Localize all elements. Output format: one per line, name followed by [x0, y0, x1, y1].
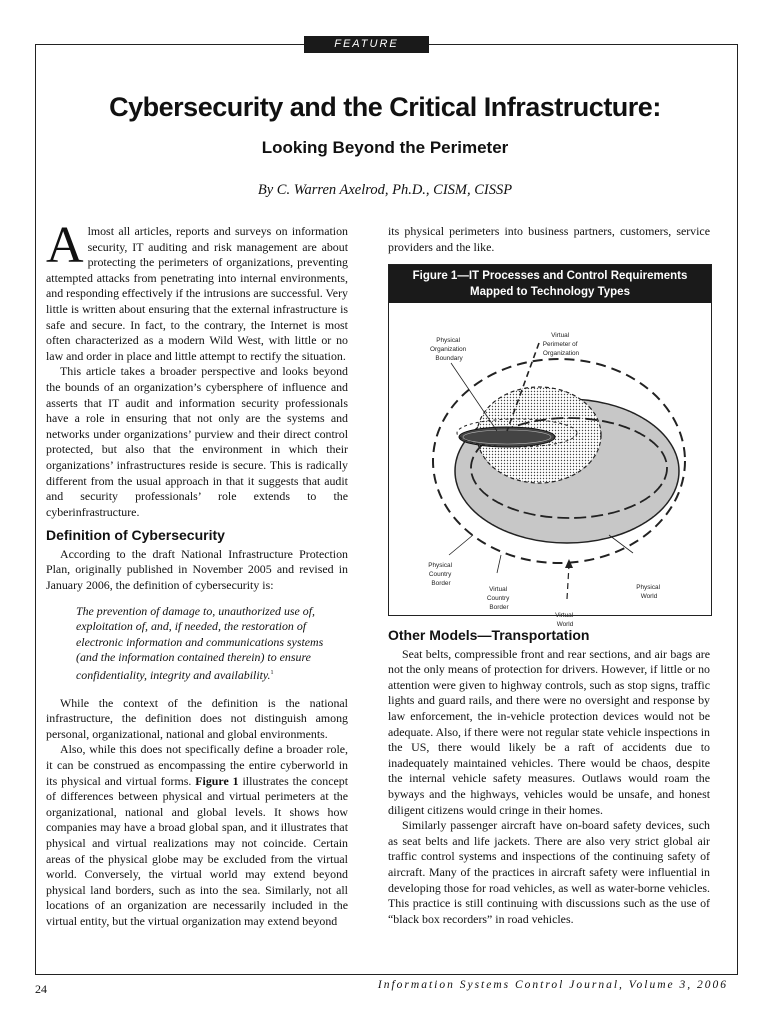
paragraph: Seat belts, compressible front and rear sections, and air bags are not the only means of protection for drivers. However, if little or no attention were given to highway controls, such as stop signs, traffic lights and guard rails, and there were no oversight and response by law enforcement, the in-vehicle protection devices would not be adequate. Also, if there were not regular state vehicle inspections in the US, there would likely be a raft of accidents due to inadequately maintained vehicles. There would be chaos, despite the internal vehicle safety measures. Outlaws would roam the byways and the highways, vehicles would be unsafe, and honest diligent citizens would cringe in their homes.	[388, 646, 710, 817]
section-heading: Definition of Cybersecurity	[46, 527, 225, 544]
right-column-top	[388, 224, 710, 255]
paragraph: Also, while this does not specifically define a broader role, it can be construed as encompassing the entire cyberworld in its physical and virtual forms. Figure 1 illustrates the concept of differences between physical and virtual perimeters at the organizational, national and global levels. It shows how companies may have a broad global span, and it illustrates that physical and virtual realizations may not coincide. Certain areas of the physical globe may be excluded from the virtual world. Conversely, the virtual world may extend beyond physical land borders, such as into the sea. Similarly, not all locations of an organization are necessarily included in the virtual entity, but the virtual organization may extend beyond	[46, 742, 349, 928]
right-column-bottom	[388, 628, 710, 927]
section-heading: Other Models—Transportation	[388, 627, 590, 643]
left-column	[46, 217, 349, 930]
label-virtual-country-border: Virtual Country Border	[486, 586, 510, 611]
drop-cap: A	[46, 217, 84, 274]
page-number: 24	[35, 982, 47, 996]
paragraph: Similarly passenger aircraft have on-board safety devices, such as seat belts and life jackets. There are also very strict global air traffic control systems and inspections of the continuing safety of aircraft. Many of the practices in aircraft safety were influential in developing those for road vehicles, as well as water-borne vehicles. This practice is still continuing with discussions such as the use of “black box recorders” in road vehicles.	[388, 818, 710, 926]
section-tag: FEATURE	[304, 36, 429, 53]
footnote-ref: 1	[270, 670, 274, 677]
intro-paragraph: Almost all articles, reports and surveys on information security, IT auditing and risk management are about protecting the perimeters of organizations, preventing attempted attacks from penetrating into internal environments, and responding effectively if the intrusions are successful. Very little is written about ensuring that the external infrastructure is safe and secure. In fact, to the contrary, the Internet is most often characterized as a modern Wild West, with little or no law and order in place and little attempt to rectify the situation.	[46, 217, 348, 363]
article-title: Cybersecurity and the Critical Infrastructure:	[109, 92, 661, 122]
article-subtitle: Looking Beyond the Perimeter	[261, 138, 509, 157]
journal-footer: Information Systems Control Journal, Volume 3, 2006	[377, 979, 728, 991]
paragraph: its physical perimeters into business partners, customers, service providers and the like.	[388, 224, 710, 254]
paragraph: This article takes a broader perspective and looks beyond the bounds of an organization’s cybersphere of influence and asserts that IT audit and information security professionals have a role in ensuring that not only are the systems and networks under organizations’ purview and their direct control protected, but also that the environment in which their organizations’ infrastructures reside is secure. This is radically different from the usual approach in that it suggests that audit and security professionals’ role extends to the cyberinfrastructure.	[46, 364, 348, 519]
figure-1	[388, 264, 712, 627]
paragraph: While the context of the definition is the national infrastructure, the definition does not distinguish among personal, organizational, national and global environments.	[46, 695, 348, 741]
label-physical-org-boundary: Physical Organization Boundary	[429, 337, 467, 362]
definition-quote: The prevention of damage to, unauthorized use of, exploitation of, and, if needed, the restoration of electronic information and communications systems (and the information contained therein) to ensure confidentiality, integrity and availability.$^1$	[76, 603, 324, 682]
figure-diagram	[389, 303, 709, 627]
label-virtual-perimeter-org: Virtual Perimeter of Organization	[542, 332, 580, 357]
paragraph: According to the draft National Infrastructure Protection Plan, originally published in November 2005 and revised in January 2006, the definition of cybersecurity is:	[46, 546, 348, 593]
label-physical-country-border: Physical Country Border	[428, 562, 453, 587]
figure-reference: Figure 1	[195, 773, 239, 788]
label-physical-world: Physical World	[636, 584, 661, 600]
figure-title: Figure 1—IT Processes and Control Requirements Mapped to Technology Types	[389, 265, 711, 303]
byline: By C. Warren Axelrod, Ph.D., CISM, CISSP	[257, 182, 513, 198]
label-virtual-world: Virtual World	[555, 612, 574, 627]
